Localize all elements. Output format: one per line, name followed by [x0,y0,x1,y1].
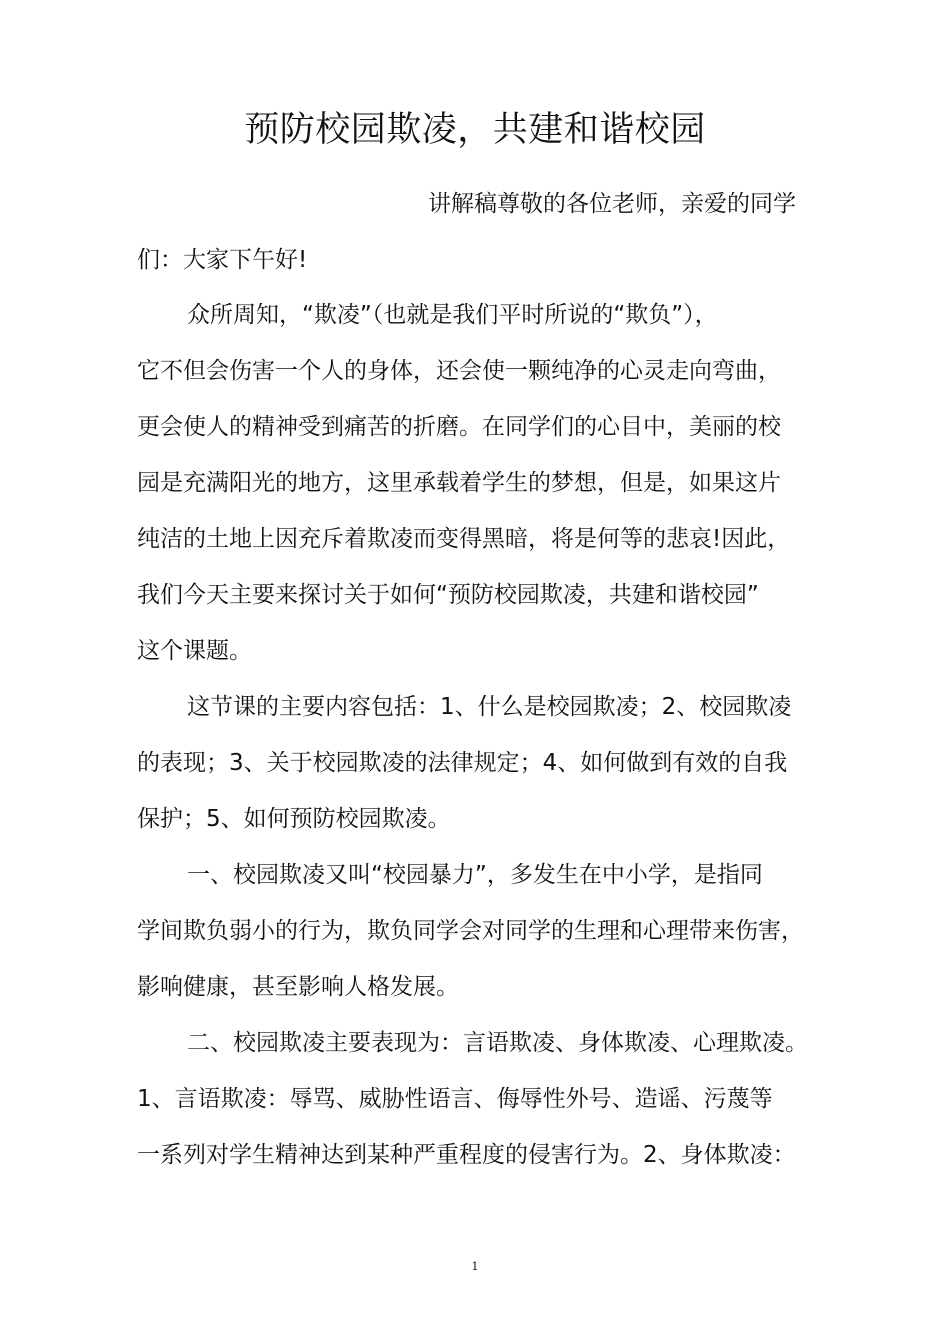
text-line: 更会使人的精神受到痛苦的折磨。在同学们的心目中，美丽的校 [137,414,781,440]
text-line: 的表现；3、关于校园欺凌的法律规定；4、如何做到有效的自我 [137,750,788,776]
text-line: 众所周知，“欺凌”（也就是我们平时所说的“欺负”）， [187,302,718,328]
text-line: 一系列对学生精神达到某种严重程度的侵害行为。2、身体欺凌： [137,1142,796,1168]
text-line: 我们今天主要来探讨关于如何“预防校园欺凌，共建和谐校园” [137,582,759,608]
text-line: 保护；5、如何预防校园欺凌。 [137,806,451,832]
text-line: 二、校园欺凌主要表现为：言语欺凌、身体欺凌、心理欺凌。 [187,1030,808,1056]
text-line: 园是充满阳光的地方，这里承载着学生的梦想，但是，如果这片 [137,470,781,496]
text-line: 这节课的主要内容包括：1、什么是校园欺凌；2、校园欺凌 [187,694,792,720]
text-line: 纯洁的土地上因充斥着欺凌而变得黑暗，将是何等的悲哀!因此， [137,526,791,552]
document-title: 预防校园欺凌，共建和谐校园 [244,110,706,150]
text-line: 它不但会伤害一个人的身体，还会使一颗纯净的心灵走向弯曲， [137,358,781,384]
text-line: 们：大家下午好! [137,247,308,273]
text-line: 一、校园欺凌又叫“校园暴力”，多发生在中小学，是指同 [187,862,763,888]
text-line: 影响健康，甚至影响人格发展。 [137,974,459,1000]
page-number: 1 [471,1260,479,1273]
text-line: 1、言语欺凌：辱骂、威胁性语言、侮辱性外号、造谣、污蔑等 [137,1086,773,1112]
text-line: 讲解稿尊敬的各位老师，亲爱的同学 [428,191,796,217]
text-line: 这个课题。 [137,638,252,664]
text-line: 学间欺负弱小的行为，欺负同学会对同学的生理和心理带来伤害， [137,918,804,944]
